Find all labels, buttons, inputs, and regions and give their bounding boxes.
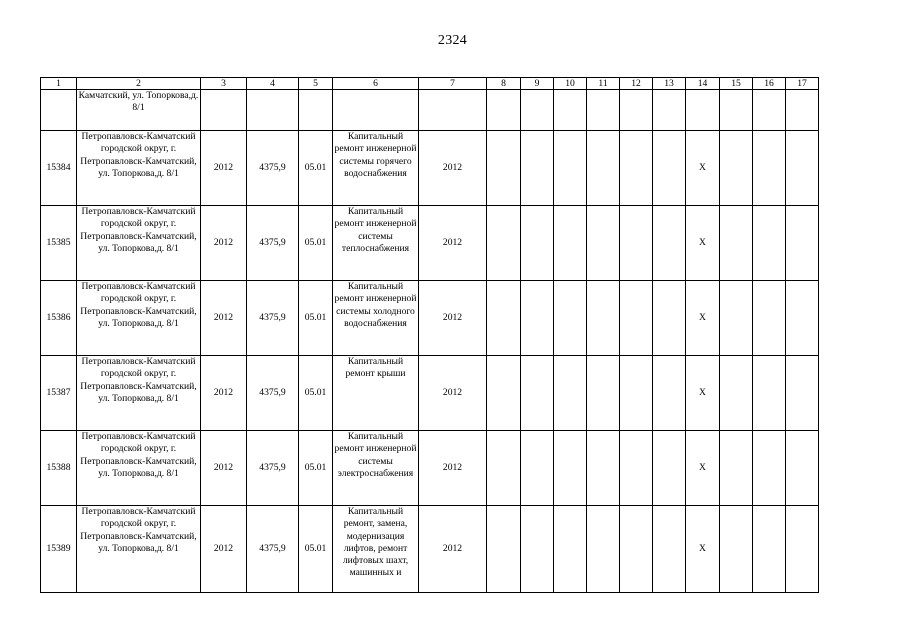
empty-cell xyxy=(521,506,554,593)
row-mark: X xyxy=(686,206,720,281)
empty-cell xyxy=(753,131,786,206)
row-id: 15389 xyxy=(41,506,77,593)
row-address: Петропавловск-Камчатский городской округ, г. Петропавловск-Камчатский, ул. Топоркова,д. 8/1 xyxy=(77,131,201,206)
empty-cell xyxy=(521,281,554,356)
empty-cell xyxy=(487,281,521,356)
column-header-3: 3 xyxy=(201,78,247,90)
empty-cell xyxy=(487,131,521,206)
empty-cell xyxy=(554,506,587,593)
empty-cell xyxy=(786,356,819,431)
row-work: Капитальный ремонт инженерной системы горячего водоснабжения xyxy=(333,131,419,206)
empty-cell xyxy=(620,206,653,281)
row-address: Петропавловск-Камчатский городской округ, г. Петропавловск-Камчатский, ул. Топоркова,д. 8/1 xyxy=(77,206,201,281)
works-table xyxy=(40,77,819,593)
column-header-15: 15 xyxy=(720,78,753,90)
column-number-row xyxy=(41,78,819,90)
row-code: 05.01 xyxy=(299,431,333,506)
row-year-done: 2012 xyxy=(419,431,487,506)
empty-cell xyxy=(487,431,521,506)
empty-cell xyxy=(587,506,620,593)
empty-cell xyxy=(753,206,786,281)
empty-cell xyxy=(620,356,653,431)
empty-cell xyxy=(720,281,753,356)
empty-cell xyxy=(653,131,686,206)
row-code: 05.01 xyxy=(299,206,333,281)
row-code: 05.01 xyxy=(299,356,333,431)
empty-cell xyxy=(753,356,786,431)
row-id: 15387 xyxy=(41,356,77,431)
empty-cell xyxy=(753,506,786,593)
table-row xyxy=(41,356,819,431)
empty-cell xyxy=(786,506,819,593)
row-work: Капитальный ремонт инженерной системы электроснабжения xyxy=(333,431,419,506)
row-year-done: 2012 xyxy=(419,506,487,593)
row-address: Петропавловск-Камчатский городской округ, г. Петропавловск-Камчатский, ул. Топоркова,д. 8/1 xyxy=(77,431,201,506)
row-year: 2012 xyxy=(201,356,247,431)
column-header-9: 9 xyxy=(521,78,554,90)
empty-cell xyxy=(720,356,753,431)
column-header-16: 16 xyxy=(753,78,786,90)
row-year: 2012 xyxy=(201,506,247,593)
empty-cell xyxy=(720,131,753,206)
empty-cell xyxy=(521,431,554,506)
row-area: 4375,9 xyxy=(247,506,299,593)
row-area: 4375,9 xyxy=(247,356,299,431)
empty-cell xyxy=(587,206,620,281)
column-header-12: 12 xyxy=(620,78,653,90)
empty-cell xyxy=(587,356,620,431)
row-address: Петропавловск-Камчатский городской округ, г. Петропавловск-Камчатский, ул. Топоркова,д. 8/1 xyxy=(77,356,201,431)
row-work: Капитальный ремонт инженерной системы теплоснабжения xyxy=(333,206,419,281)
empty-cell xyxy=(786,131,819,206)
table-row xyxy=(41,431,819,506)
empty-cell xyxy=(554,131,587,206)
row-year-done: 2012 xyxy=(419,356,487,431)
empty-cell xyxy=(521,356,554,431)
row-mark: X xyxy=(686,431,720,506)
row-id: 15386 xyxy=(41,281,77,356)
row-work: Капитальный ремонт крыши xyxy=(333,356,419,431)
row-year: 2012 xyxy=(201,281,247,356)
row-mark: X xyxy=(686,281,720,356)
empty-cell xyxy=(620,506,653,593)
empty-cell xyxy=(554,356,587,431)
column-header-1: 1 xyxy=(41,78,77,90)
continuation-row xyxy=(41,90,819,131)
table-row xyxy=(41,506,819,593)
row-work: Капитальный ремонт, замена, модернизация лифтов, ремонт лифтовых шахт, машинных и xyxy=(333,506,419,593)
row-mark: X xyxy=(686,356,720,431)
empty-cell xyxy=(487,206,521,281)
column-header-7: 7 xyxy=(419,78,487,90)
table-row xyxy=(41,281,819,356)
empty-cell xyxy=(587,431,620,506)
cont-cell-1 xyxy=(41,90,77,131)
row-year: 2012 xyxy=(201,431,247,506)
page-number: 2324 xyxy=(437,33,468,48)
empty-cell xyxy=(653,206,686,281)
empty-cell xyxy=(753,281,786,356)
empty-cell xyxy=(521,206,554,281)
empty-cell xyxy=(521,131,554,206)
column-header-2: 2 xyxy=(77,78,201,90)
empty-cell xyxy=(554,206,587,281)
column-header-10: 10 xyxy=(554,78,587,90)
column-header-4: 4 xyxy=(247,78,299,90)
row-code: 05.01 xyxy=(299,281,333,356)
empty-cell xyxy=(786,431,819,506)
column-header-17: 17 xyxy=(786,78,819,90)
empty-cell xyxy=(720,431,753,506)
row-year: 2012 xyxy=(201,206,247,281)
empty-cell xyxy=(720,506,753,593)
column-header-8: 8 xyxy=(487,78,521,90)
row-area: 4375,9 xyxy=(247,431,299,506)
empty-cell xyxy=(786,281,819,356)
row-address: Петропавловск-Камчатский городской округ, г. Петропавловск-Камчатский, ул. Топоркова,д. 8/1 xyxy=(77,506,201,593)
empty-cell xyxy=(487,356,521,431)
empty-cell xyxy=(620,131,653,206)
row-code: 05.01 xyxy=(299,506,333,593)
row-year-done: 2012 xyxy=(419,206,487,281)
empty-cell xyxy=(786,206,819,281)
row-code: 05.01 xyxy=(299,131,333,206)
empty-cell xyxy=(620,281,653,356)
empty-cell xyxy=(587,281,620,356)
column-header-13: 13 xyxy=(653,78,686,90)
row-id: 15384 xyxy=(41,131,77,206)
row-id: 15388 xyxy=(41,431,77,506)
row-area: 4375,9 xyxy=(247,131,299,206)
row-mark: X xyxy=(686,131,720,206)
column-header-14: 14 xyxy=(686,78,720,90)
column-header-11: 11 xyxy=(587,78,620,90)
empty-cell xyxy=(653,506,686,593)
row-year: 2012 xyxy=(201,131,247,206)
column-header-6: 6 xyxy=(333,78,419,90)
empty-cell xyxy=(554,431,587,506)
empty-cell xyxy=(653,281,686,356)
row-work: Капитальный ремонт инженерной системы холодного водоснабжения xyxy=(333,281,419,356)
empty-cell xyxy=(653,431,686,506)
empty-cell xyxy=(720,206,753,281)
cont-address: Камчатский, ул. Топоркова,д. 8/1 xyxy=(77,90,201,131)
table-row xyxy=(41,131,819,206)
row-address: Петропавловск-Камчатский городской округ, г. Петропавловск-Камчатский, ул. Топоркова,д. 8/1 xyxy=(77,281,201,356)
row-year-done: 2012 xyxy=(419,131,487,206)
column-header-5: 5 xyxy=(299,78,333,90)
row-area: 4375,9 xyxy=(247,206,299,281)
empty-cell xyxy=(620,431,653,506)
row-id: 15385 xyxy=(41,206,77,281)
empty-cell xyxy=(487,506,521,593)
empty-cell xyxy=(587,131,620,206)
table-row xyxy=(41,206,819,281)
empty-cell xyxy=(753,431,786,506)
row-mark: X xyxy=(686,506,720,593)
row-area: 4375,9 xyxy=(247,281,299,356)
empty-cell xyxy=(653,356,686,431)
row-year-done: 2012 xyxy=(419,281,487,356)
empty-cell xyxy=(554,281,587,356)
